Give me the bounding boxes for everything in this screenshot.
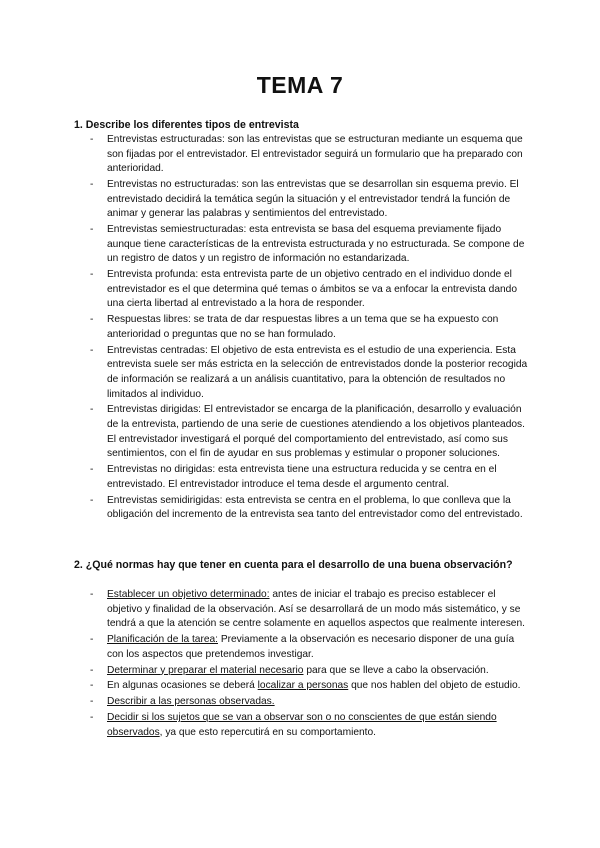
- list-item: [74, 695, 530, 710]
- rule-text: Previamente a la observación es necesario disponer de una guía con los aspectos que pretendemos investigar.: [107, 634, 515, 660]
- rule-heading: localizar a personas: [257, 680, 349, 692]
- dash-bullet: -: [90, 634, 94, 646]
- dash-bullet: -: [90, 344, 94, 356]
- list-item: [74, 588, 530, 632]
- list-item: [74, 494, 530, 523]
- dash-bullet: -: [90, 179, 94, 191]
- list-item: [74, 313, 530, 342]
- dash-bullet: -: [90, 494, 94, 506]
- dash-bullet: -: [90, 314, 94, 326]
- list-item-text: Entrevistas centradas: El objetivo de esta entrevista es el estudio de una experiencia. Esta entrevista suele ser más estricta en la selección de entrevistados donde la posterior recogida de información se realizará a un análisis cuantitativo, para la obtención de resultados no limitados al individuo.: [107, 344, 528, 400]
- dash-bullet: -: [90, 696, 94, 708]
- dash-bullet: -: [90, 589, 94, 600]
- list-item-text: Entrevistas semidirigidas: esta entrevista se centra en el problema, lo que conlleva que la obligación del incremento de la entrevista sea tanto del entrevistador como del entrevistado.: [107, 494, 523, 521]
- list-item: [74, 711, 530, 740]
- page-title: TEMA 7: [256, 72, 344, 98]
- list-item: [74, 463, 530, 492]
- dash-bullet: -: [90, 680, 94, 692]
- question-1: 1. Describe los diferentes tipos de entrevista: [74, 119, 299, 131]
- list-item: [74, 679, 530, 694]
- rule-heading: Establecer un objetivo determinado:: [107, 589, 270, 600]
- rule-text: para que se lleve a cabo la observación.: [303, 664, 489, 676]
- list-item: [74, 133, 530, 177]
- dash-bullet: -: [90, 404, 94, 416]
- list-item-text: Entrevista profunda: esta entrevista parte de un objetivo centrado en el individuo donde el entrevistador es el que determina qué temas o ámbitos se va a enfocar la entrevista dando una cierta libertad al entrevistado a la hora de responder.: [107, 269, 518, 310]
- rule-heading: Describir a las personas observadas.: [107, 696, 275, 708]
- list-item-text: Respuestas libres: se trata de dar respuestas libres a un tema que se ha expuesto con anterioridad o preguntas que no se han formulado.: [107, 314, 499, 340]
- list-item: [74, 664, 530, 679]
- rule-heading: Determinar y preparar el material necesario: [107, 664, 304, 676]
- list-item-text: Entrevistas semiestructuradas: esta entrevista se basa del esquema previamente fijado aunque tiene características de la entrevista estructurada y no estructurada. Se compone de un registro de datos y un registro de información no estandarizada.: [107, 224, 525, 265]
- dash-bullet: -: [90, 224, 94, 236]
- list-item-text: Entrevistas no estructuradas: son las entrevistas que se desarrollan sin esquema previo. El entrevistado decidirá la temática según la situación y el entrevistador tendrá la función de animar y generar las palabras y sentimientos del entrevistado.: [107, 179, 519, 220]
- question-2: 2. ¿Qué normas hay que tener en cuenta para el desarrollo de una buena observación?: [74, 559, 513, 571]
- list-item: [74, 344, 530, 402]
- rule-heading: Decidir si los sujetos que se van a observar son o no conscientes de que están siendo observados: [107, 712, 497, 738]
- list-item: [74, 223, 530, 267]
- interview-types-list: [74, 133, 530, 524]
- list-item: [74, 178, 530, 222]
- rule-text: , ya que esto repercutirá en su comportamiento.: [159, 726, 376, 738]
- list-item: [74, 268, 530, 312]
- dash-bullet: -: [90, 712, 94, 724]
- rule-text: antes de iniciar el trabajo es preciso establecer el objetivo y finalidad de la observación. Así se desarrollará de un modo más sistemático, y se tendrá a que la atención se centre solamente en aquellos aspectos que realmente interesen.: [107, 589, 525, 630]
- dash-bullet: -: [90, 269, 94, 281]
- dash-bullet: -: [90, 464, 94, 476]
- list-item: [74, 403, 530, 461]
- rule-heading: Planificación de la tarea:: [107, 634, 218, 646]
- dash-bullet: -: [90, 664, 94, 676]
- list-item-text: Entrevistas dirigidas: El entrevistador se encarga de la planificación, desarrollo y evaluación de la entrevista, partiendo de una serie de cuestiones atendiendo a los objetivos planteados. El entrevistador investigará el porqué del comportamiento del entrevistado, así como sus sentimientos, con el fin de ayudar en sus problemas y estimular o proponer soluciones.: [107, 404, 525, 460]
- list-item-text: Entrevistas no dirigidas: esta entrevista tiene una estructura reducida y se centra en el entrevistado. El entrevistador introduce el tema desde el argumento central.: [107, 464, 497, 490]
- rule-pre-text: En algunas ocasiones se deberá: [107, 680, 258, 692]
- list-item: [74, 633, 530, 662]
- dash-bullet: -: [90, 134, 94, 145]
- observation-rules-list: [74, 588, 530, 742]
- list-item-text: Entrevistas estructuradas: son las entrevistas que se estructuran mediante un esquema que son fijadas por el entrevistador. El entrevistador seguirá un formulario que ha preparado con anterioridad.: [107, 134, 523, 175]
- rule-text: que nos hablen del objeto de estudio.: [348, 680, 521, 692]
